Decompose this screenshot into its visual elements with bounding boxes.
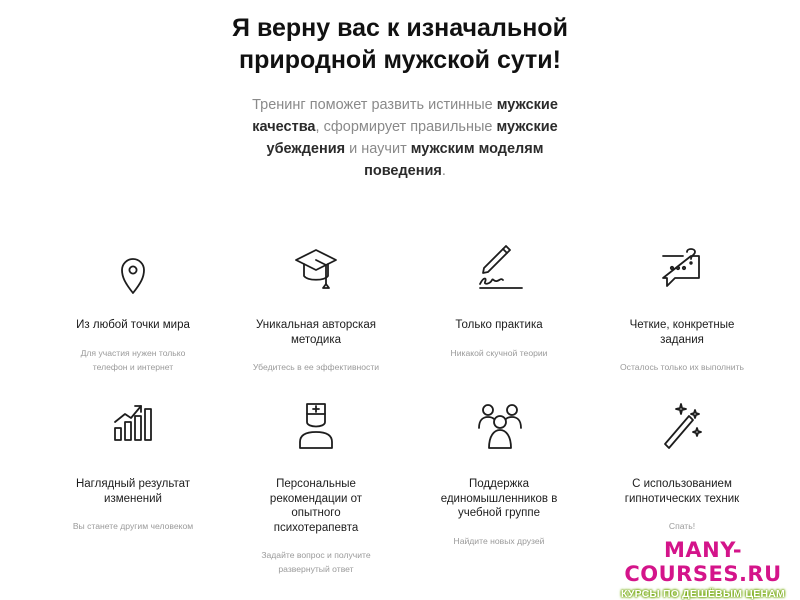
feature-description: Найдите новых друзей bbox=[453, 536, 545, 546]
feature-title: Из любой точки мира bbox=[76, 319, 190, 331]
subtitle-bold: мужским моделям поведения bbox=[364, 141, 544, 179]
feature-title: Уникальная авторская методика bbox=[256, 319, 376, 346]
group-people-icon bbox=[470, 398, 530, 458]
feature-title: Наглядный результат изменений bbox=[75, 478, 191, 505]
graduation-cap-icon bbox=[286, 240, 346, 300]
feature-title: Четкие, конкретные задания bbox=[629, 319, 735, 346]
feature-description: Спать! bbox=[668, 521, 696, 531]
subtitle-text: и научит bbox=[345, 141, 411, 157]
subtitle-text: . bbox=[441, 163, 446, 179]
subtitle-bold: мужские качества bbox=[252, 97, 558, 135]
page-title-line-2: природной мужской сути! bbox=[239, 46, 561, 74]
feature-title: С использованием гипнотических техник bbox=[624, 478, 740, 505]
feature-title: Поддержка единомышленников в учебной группе bbox=[440, 478, 558, 519]
feature-title: Только практика bbox=[455, 319, 543, 331]
subtitle-text: , сформирует правильные bbox=[315, 119, 497, 135]
feature-description: Никакой скучной теории bbox=[450, 348, 548, 358]
feature-description: Осталось только их выполнить bbox=[619, 362, 745, 372]
page-title-line-1: Я верну вас к изначальной bbox=[232, 14, 568, 42]
pen-signature-icon bbox=[470, 240, 530, 300]
page-subtitle bbox=[240, 94, 570, 182]
subtitle-text: Тренинг поможет развить истинные bbox=[252, 97, 497, 113]
feature-description: Задайте вопрос и получите развернутый ответ bbox=[261, 550, 371, 574]
watermark-site: MANY-COURSES.RU bbox=[624, 538, 782, 586]
feature-description: Для участия нужен только телефон и интернет bbox=[80, 348, 186, 372]
feature-description: Вы станете другим человеком bbox=[72, 521, 194, 531]
magic-wand-icon bbox=[653, 398, 713, 458]
watermark bbox=[608, 538, 798, 600]
growth-chart-icon bbox=[103, 394, 163, 454]
doctor-icon bbox=[286, 398, 346, 458]
feature-title: Персональные рекомендации от опытного психотерапевта bbox=[269, 478, 363, 534]
speech-bubble-question-icon bbox=[653, 240, 713, 300]
subtitle-bold: мужские убеждения bbox=[266, 119, 558, 157]
location-pin-icon bbox=[103, 245, 163, 305]
page-title bbox=[0, 12, 800, 76]
watermark-tagline: КУРСЫ ПО ДЕШЁВЫМ ЦЕНАМ bbox=[621, 588, 785, 600]
feature-description: Убедитесь в ее эффективности bbox=[252, 362, 380, 372]
